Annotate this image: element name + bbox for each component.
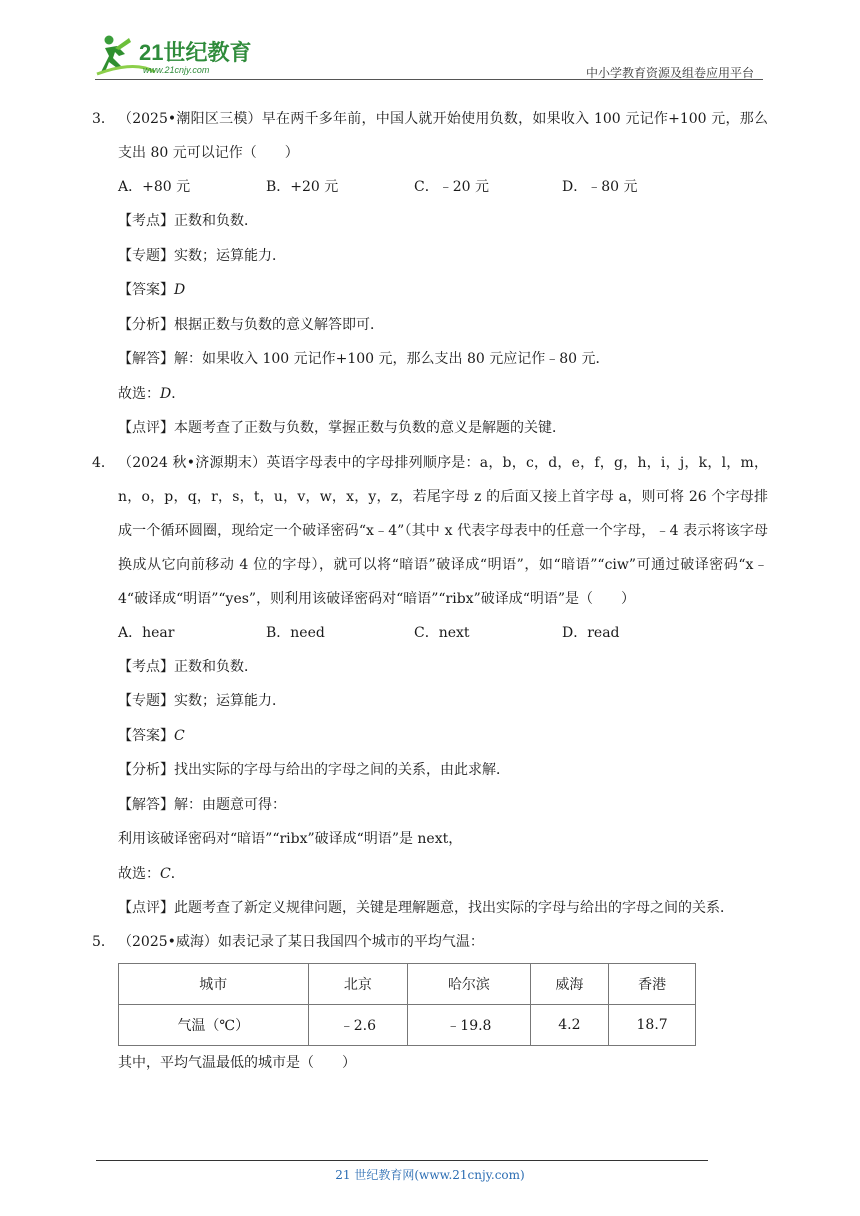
table-row — [119, 964, 696, 1005]
question-5 — [92, 925, 768, 1081]
option-a: A．+80 元 — [118, 179, 191, 195]
table-cell: 北京 — [308, 964, 408, 1005]
table-cell: ﹣19.8 — [408, 1005, 530, 1046]
header-divider — [95, 79, 763, 80]
page-header — [95, 30, 760, 80]
question-5-stem: 5． （2025•威海）如表记录了某日我国四个城市的平均气温： — [92, 925, 768, 959]
question-3-options — [92, 170, 768, 204]
option-c: C．next — [414, 624, 470, 641]
zhuanti: 【专题】实数；运算能力． — [118, 247, 286, 264]
table-cell: 城市 — [119, 964, 309, 1005]
table-cell: 哈尔滨 — [408, 964, 530, 1005]
kaodian: 【考点】正数和负数． — [118, 658, 258, 675]
question-4-options — [92, 616, 768, 650]
footer-link[interactable]: 21 世纪教育网(www.21cnjy.com) — [335, 1168, 525, 1182]
table-row — [119, 1005, 696, 1046]
guxuan: 故选：D． — [118, 385, 186, 402]
platform-name: 中小学教育资源及组卷应用平台 — [585, 66, 754, 80]
question-number: 5． — [92, 934, 115, 950]
fenxi: 【分析】找出实际的字母与给出的字母之间的关系，由此求解． — [118, 762, 510, 778]
question-4-stem: 4． （2024 秋•济源期末）英语字母表中的字母排列顺序是：a，b，c，d，e，f，g，h，i，j，k，l，m，n，o，p，q，r，s，t，u，v，w，x，y，z，若尾字母 z 的后面又接上首字母 a，则可将 26 个字母排成一个循环圆圈，现给定一个破译密码“x﹣4”（其中 x 代表字母表中的任意一个字母，﹣4 表示将该字母换成从它向前移动 4 位的字母），就可以将“暗语”破译成“明语”，如“暗语”“ciw”可通过破译密码“x﹣4“破译成“明语”“yes”，则利用该破译密码对“暗语”“ribx”破译成“明语”是（ ） — [92, 446, 768, 616]
kaodian: 【考点】正数和负数． — [118, 213, 258, 229]
question-number: 4． — [92, 454, 115, 471]
option-c: C．﹣20 元 — [414, 179, 489, 195]
question-5-prompt: 其中，平均气温最低的城市是（ ） — [118, 1055, 356, 1071]
answer: 【答案】C — [118, 727, 185, 744]
question-3-stem: 3． （2025•潮阳区三模）早在两千多年前，中国人就开始使用负数，如果收入 100 元记作+100 元，那么支出 80 元可以记作（ ） — [92, 102, 768, 170]
option-a: A．hear — [118, 624, 175, 641]
logo-url: www.21cnjy.com — [143, 65, 210, 75]
table-cell: 4.2 — [530, 1005, 609, 1046]
jieda: 【解答】解：如果收入 100 元记作+100 元，那么支出 80 元应记作﹣80 元． — [118, 351, 610, 367]
answer: 【答案】D — [118, 282, 186, 298]
dianping: 【点评】此题考查了新定义规律问题，关键是理解题意，找出实际的字母与给出的字母之间的关系． — [118, 900, 734, 916]
jieda-detail: 利用该破译密码对“暗语”“ribx”破译成“明语”是 next， — [118, 831, 463, 847]
option-b: B．+20 元 — [266, 179, 339, 195]
question-number: 3． — [92, 111, 115, 127]
footer-divider — [96, 1160, 708, 1161]
21cnjy-logo — [95, 32, 265, 78]
fenxi: 【分析】根据正数与负数的意义解答即可． — [118, 316, 384, 333]
guxuan: 故选：C． — [118, 865, 185, 882]
jieda: 【解答】解：由题意可得： — [118, 796, 286, 813]
table-cell: 香港 — [609, 964, 696, 1005]
zhuanti: 【专题】实数；运算能力． — [118, 693, 286, 709]
option-d: D．﹣80 元 — [562, 179, 638, 195]
option-b: B．need — [266, 624, 325, 641]
question-content — [92, 102, 768, 1081]
temperature-table — [118, 963, 696, 1046]
dianping: 【点评】本题考查了正数与负数，掌握正数与负数的意义是解题的关键． — [118, 420, 566, 436]
question-3 — [92, 102, 768, 446]
table-cell: 18.7 — [609, 1005, 696, 1046]
table-cell: ﹣2.6 — [308, 1005, 408, 1046]
table-cell: 气温（℃） — [119, 1005, 309, 1046]
table-cell: 威海 — [530, 964, 609, 1005]
question-4 — [92, 446, 768, 926]
option-d: D．read — [562, 624, 620, 641]
logo-text: 21世纪教育 — [139, 40, 252, 65]
